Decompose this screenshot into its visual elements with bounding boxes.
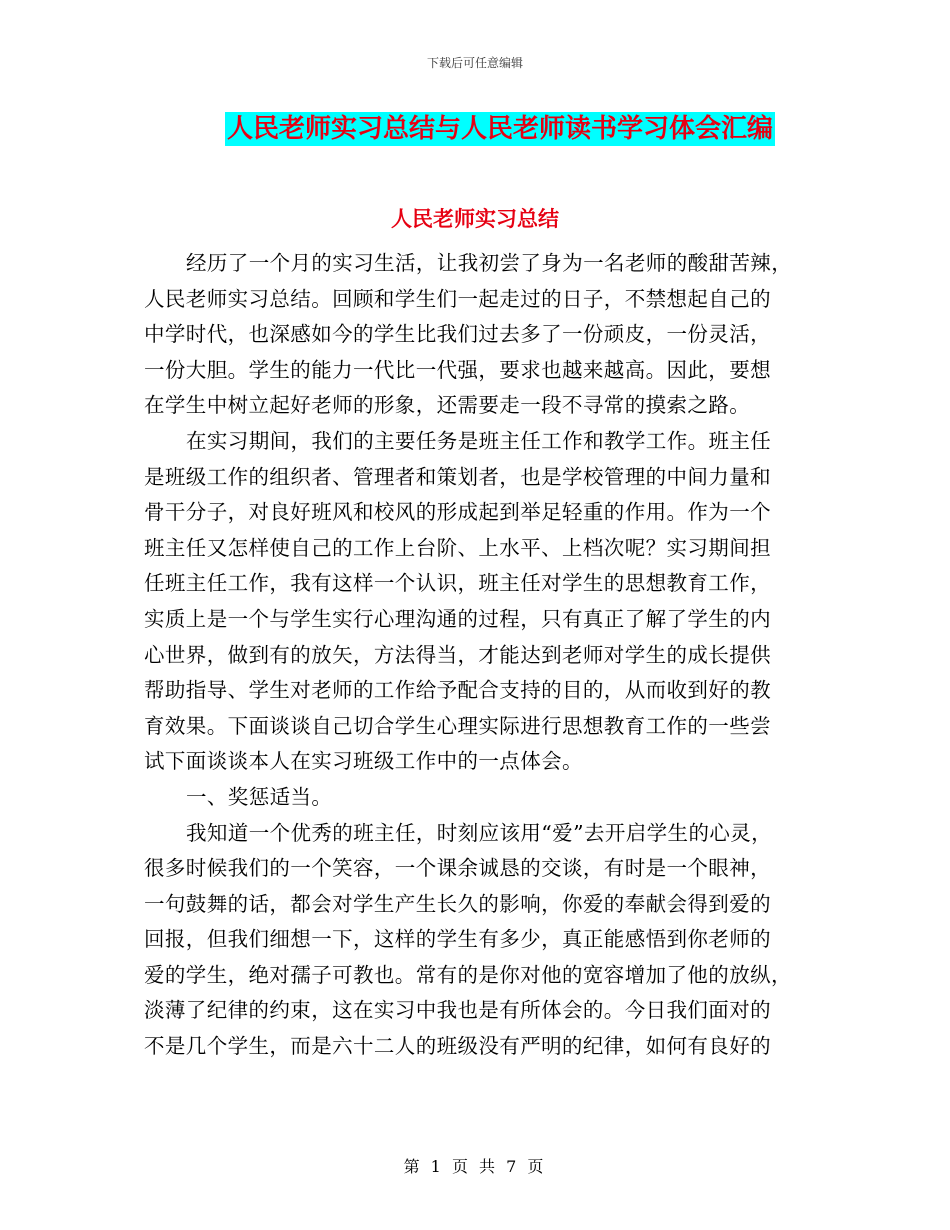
text-line: 爱的学生，绝对孺子可教也。常有的是你对他的宽容增加了他的放纵， [144, 962, 792, 987]
text-line: 回报，但我们细想一下，这样的学生有多少，真正能感悟到你老师的 [144, 927, 771, 952]
text-line: 班主任又怎样使自己的工作上台阶、上水平、上档次呢？实习期间担 [144, 535, 771, 560]
text-line: 实质上是一个与学生实行心理沟通的过程，只有真正了解了学生的内 [144, 606, 771, 631]
section-title: 人民老师实习总结 [391, 207, 559, 231]
text-line: 育效果。下面谈谈自己切合学生心理实际进行思想教育工作的一些尝 [144, 713, 771, 738]
text-line: 一句鼓舞的话，都会对学生产生长久的影响，你爱的奉献会得到爱的 [144, 891, 771, 916]
page-header-note: 下载后可任意编辑 [426, 56, 523, 70]
page-footer: 第 1 页 共 7 页 [403, 1157, 547, 1176]
text-line: 我知道一个优秀的班主任，时刻应该用“爱”去开启学生的心灵， [186, 820, 773, 845]
text-line: 淡薄了纪律的约束，这在实习中我也是有所体会的。今日我们面对的 [144, 998, 771, 1023]
text-line: 任班主任工作，我有这样一个认识，班主任对学生的思想教育工作， [144, 571, 771, 596]
text-line: 人民老师实习总结。回顾和学生们一起走过的日子，不禁想起自己的 [144, 286, 771, 311]
text-line: 经历了一个月的实习生活，让我初尝了身为一名老师的酸甜苦辣， [186, 251, 793, 275]
main-title-container [0, 112, 950, 146]
text-line: 试下面谈谈本人在实习班级工作中的一点体会。 [144, 749, 583, 774]
text-line: 一份大胆。学生的能力一代比一代强，要求也越来越高。因此，要想 [144, 357, 771, 382]
text-line: 骨干分子，对良好班风和校风的形成起到举足轻重的作用。作为一个 [144, 500, 771, 525]
text-line: 不是几个学生，而是六十二人的班级没有严明的纪律，如何有良好的 [144, 1034, 771, 1059]
document-title: 人民老师实习总结与人民老师读书学习体会汇编 [226, 114, 773, 144]
text-line: 帮助指导、学生对老师的工作给予配合支持的目的，从而收到好的教 [144, 678, 771, 703]
text-line: 一、奖惩适当。 [186, 784, 333, 809]
text-line: 在学生中树立起好老师的形象，还需要走一段不寻常的摸索之路。 [144, 393, 751, 418]
text-line: 很多时候我们的一个笑容，一个课余诚恳的交谈，有时是一个眼神， [144, 856, 771, 881]
body-text [144, 246, 804, 1065]
text-line: 是班级工作的组织者、管理者和策划者，也是学校管理的中间力量和 [144, 464, 771, 489]
text-line: 心世界，做到有的放矢，方法得当，才能达到老师对学生的成长提供 [144, 642, 771, 667]
text-line: 中学时代，也深感如今的学生比我们过去多了一份顽皮，一份灵活， [144, 322, 771, 347]
text-line: 在实习期间，我们的主要任务是班主任工作和教学工作。班主任 [186, 428, 772, 453]
